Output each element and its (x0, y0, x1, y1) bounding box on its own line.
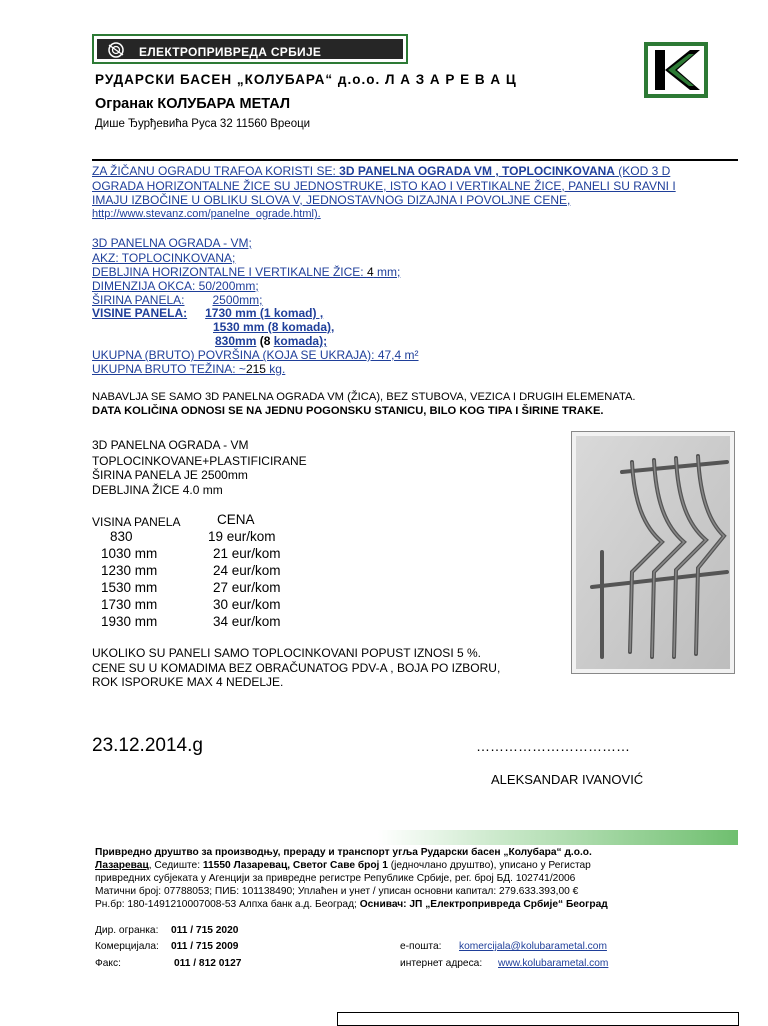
spec-l6a: VISINE PANELA: (92, 306, 188, 320)
eps-logo-icon (105, 41, 127, 59)
note-line-1: NABAVLJA SE SAMO 3D PANELNA OGRADA VM (ŽICA), BEZ STUBOVA, VEZICA I DRUGIH ELEMENATA. (92, 391, 636, 403)
footer-line-5 (95, 899, 608, 910)
spec-line-4: DIMENZIJA OKCA: 50/200mm; (92, 279, 259, 293)
header-divider (92, 159, 738, 161)
spec-l8a: 830mm (215, 334, 257, 348)
dir-phone: 011 / 715 2020 (171, 925, 239, 936)
footer-l2c: 11550 Лазаревац, Светог Саве број 1 (202, 860, 388, 871)
email-link[interactable]: komercijala@kolubarametal.com (459, 941, 607, 952)
kom-label: Комерцијала: (95, 941, 159, 952)
spec-line-6 (92, 306, 323, 320)
eps-banner (92, 34, 408, 64)
spec-line-2: AKZ: TOPLOCINKOVANA; (92, 251, 236, 265)
company-line: РУДАРСКИ БАСЕН „КОЛУБАРА“ д.о.о. Л А З А Р Е В А Ц (95, 72, 517, 87)
spec-line-9: UKUPNA (BRUTO) POVRŠINA (KOJA SE UKRAJA): 47,4 m² (92, 348, 419, 362)
spec-l10a: UKUPNA BRUTO TEŽINA: ~ (92, 362, 246, 376)
intro-l1c: (KOD 3 D (614, 164, 671, 178)
product-line-4: DEBLJINA ŽICE 4.0 mm (92, 483, 223, 497)
price-row-height: 1930 mm (101, 614, 158, 629)
spec-l10b: 215 (245, 362, 266, 376)
signatory-name: ALEKSANDAR IVANOVIĆ (491, 772, 644, 787)
spec-line-7: 1530 mm (8 komada), (213, 320, 335, 334)
address-line: Дише Ђурђевића Руса 32 11560 Вреоци (95, 118, 311, 130)
stevanz-link[interactable]: http://www.stevanz.com/panelne_ograde.html). (92, 208, 321, 220)
spec-l8b: (8 (256, 334, 274, 348)
kolubara-k-logo (644, 42, 708, 98)
price-row-height: 1530 mm (101, 580, 158, 595)
footer-l5b: Оснивач: ЈП „Електропривреда Србије“ Београд (359, 899, 608, 910)
product-line-1: 3D PANELNA OGRADA - VM (92, 438, 249, 452)
price-header-height: VISINA PANELA (92, 515, 181, 529)
product-line-3: ŠIRINA PANELA JE 2500mm (92, 468, 248, 482)
fence-panel-photo (571, 431, 735, 674)
condition-line-2: CENE SU U KOMADIMA BEZ OBRAČUNATOG PDV-A , BOJA PO IZBORU, (92, 661, 501, 675)
footer-line-3: привредних субјеката у Агенцији за привредне регистре Републике Србије, рег. број БД. 102741/2006 (95, 873, 576, 884)
price-header-price: CENA (217, 512, 255, 527)
footer-green-bar (378, 830, 738, 845)
web-label: интернет адреса: (400, 958, 483, 969)
intro-l1b: 3D PANELNA OGRADA VM , TOPLOCINKOVANA (339, 164, 615, 178)
price-row-height: 830 (110, 529, 133, 544)
spec-l8c: komada); (273, 334, 328, 348)
eps-banner-text: ЕЛЕКТРОПРИВРЕДА СРБИЈЕ (139, 45, 322, 59)
document-date: 23.12.2014.g (92, 735, 203, 756)
intro-line-1 (92, 164, 670, 178)
price-row-height: 1030 mm (101, 546, 158, 561)
spec-l5b: 2500mm; (212, 293, 263, 307)
spec-line-8 (215, 334, 327, 348)
footer-line-2 (95, 860, 591, 871)
price-row-price: 24 eur/kom (213, 563, 281, 578)
note-line-2: DATA KOLIČINA ODNOSI SE NA JEDNU POGONSKU STANICU, BILO KOG TIPA I ŠIRINE TRAKE. (92, 405, 604, 417)
dir-label: Дир. огранка: (95, 925, 159, 936)
footer-l2e: уписано у Регистар (496, 860, 591, 871)
email-label: е-пошта: (400, 941, 442, 952)
spec-l3c: mm; (373, 265, 401, 279)
footer-l2b: , Седиште: (148, 860, 203, 871)
intro-line-2: OGRADA HORIZONTALNE ŽICE SU JEDNOSTRUKE, ISTO KAO I VERTIKALNE ŽICE, PANELI SU RAVNI I (92, 179, 676, 193)
footer-l2a: Лазаревац (95, 860, 149, 871)
footer-l5a: Рн.бр: 180-1491210007008-53 Алпха банк а.д. Београд; (95, 899, 360, 910)
condition-line-3: ROK ISPORUKE MAX 4 NEDELJE. (92, 675, 284, 689)
price-row-price: 34 eur/kom (213, 614, 281, 629)
fax-phone: 011 / 812 0127 (174, 958, 242, 969)
spec-line-3 (92, 265, 400, 279)
spec-l3a: DEBLJINA HORIZONTALNE I VERTIKALNE ŽICE: (92, 265, 367, 279)
spec-line-10 (92, 362, 285, 376)
condition-line-1: UKOLIKO SU PANELI SAMO TOPLOCINKOVANI POPUST IZNOSI 5 %. (92, 646, 481, 660)
price-row-price: 19 eur/kom (208, 529, 276, 544)
price-row-price: 27 eur/kom (213, 580, 281, 595)
spec-l5a: ŠIRINA PANELA: (92, 293, 185, 307)
spec-l6b: 1730 mm (1 komad) , (205, 306, 324, 320)
product-line-2: TOPLOCINKOVANE+PLASTIFICIRANE (92, 454, 307, 468)
signature-dots: …………………………… (476, 738, 630, 754)
branch-line: Огранак КОЛУБАРА МЕТАЛ (95, 96, 291, 112)
web-link[interactable]: www.kolubarametal.com (498, 958, 609, 969)
intro-link-line (92, 208, 321, 220)
spec-line-1: 3D PANELNA OGRADA - VM; (92, 236, 252, 250)
spec-l10c: kg. (265, 362, 286, 376)
spec-line-5 (92, 293, 263, 307)
footer-line-1: Привредно друштво за производњу, прераду и транспорт угља Рударски басен „Колубара“ д.о.о. (95, 847, 592, 858)
kom-phone: 011 / 715 2009 (171, 941, 239, 952)
intro-line-3: IMAJU IZBOČINE U OBLIKU SLOVA V, JEDNOSTAVNOG DIZAJNA I POVOLJNE CENE, (92, 193, 571, 207)
footer-l2d: (једночлано друштво), (387, 860, 497, 871)
footer-line-4: Матични број: 07788053; ПИБ: 101138490; Уплаћен и унет / уписан основни капитал: 279.633.393,00 € (95, 886, 579, 897)
fax-label: Факс: (95, 958, 121, 969)
price-row-price: 30 eur/kom (213, 597, 281, 612)
spec-l3b: 4 (366, 265, 374, 279)
intro-l1a: ZA ŽIČANU OGRADU TRAFOA KORISTI SE: (92, 164, 340, 178)
price-row-height: 1230 mm (101, 563, 158, 578)
price-row-height: 1730 mm (101, 597, 158, 612)
price-row-price: 21 eur/kom (213, 546, 281, 561)
